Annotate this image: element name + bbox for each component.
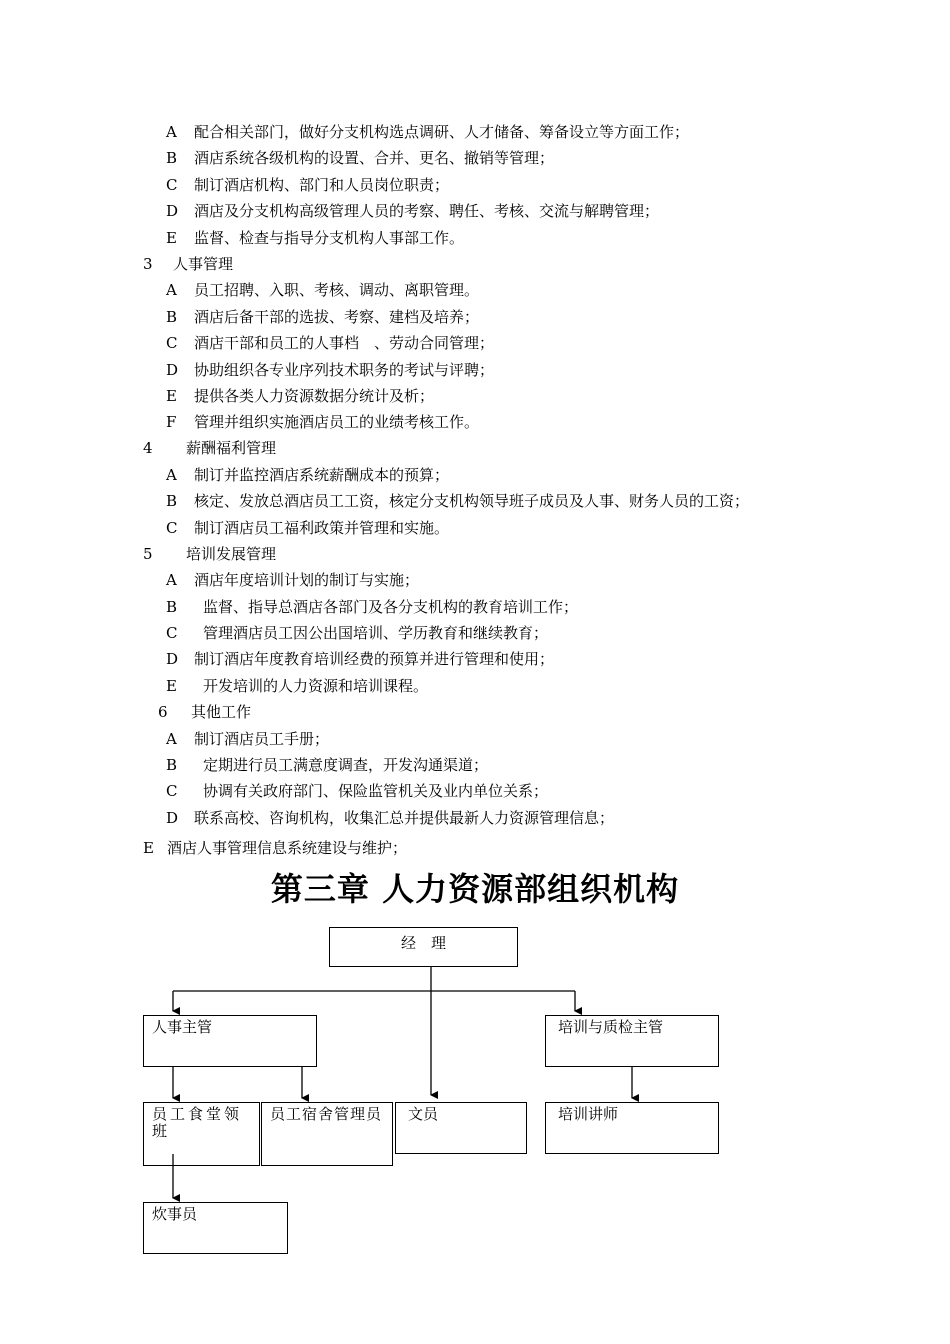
org-box-manager [329, 927, 518, 967]
list-line: B 监督、指导总酒店各部门及各分支机构的教育培训工作； [166, 598, 579, 616]
list-line: D 酒店及分支机构高级管理人员的考察、聘任、考核、交流与解聘管理； [166, 202, 660, 220]
org-box-label: 员工宿舍管理员 [270, 1105, 383, 1123]
list-line: E 监督、检查与指导分支机构人事部工作。 [166, 229, 465, 247]
org-box-label: 培训讲师 [558, 1105, 619, 1123]
list-line: A 制订酒店员工手册； [166, 730, 330, 748]
list-line: C 协调有关政府部门、保险监管机关及业内单位关系； [166, 782, 549, 800]
section-heading: 4 薪酬福利管理 [143, 439, 277, 457]
list-line: C 管理酒店员工因公出国培训、学历教育和继续教育； [166, 624, 549, 642]
org-box-training-supervisor [545, 1015, 719, 1067]
list-line: D 制订酒店年度教育培训经费的预算并进行管理和使用； [166, 650, 555, 668]
org-box-canteen-leader [143, 1102, 260, 1166]
list-line: C 制订酒店机构、部门和人员岗位职责； [166, 176, 450, 194]
list-line: B 定期进行员工满意度调查，开发沟通渠道； [166, 756, 489, 774]
org-box-dorm-admin [261, 1102, 393, 1166]
org-box-label: 炊事员 [152, 1205, 198, 1223]
list-line: A 员工招聘、入职、考核、调动、离职管理。 [166, 281, 480, 299]
section-heading: 3 人事管理 [143, 255, 234, 273]
list-line: E 酒店人事管理信息系统建设与维护； [143, 839, 408, 857]
org-box-label: 文员 [408, 1105, 439, 1123]
section-heading: 5 培训发展管理 [143, 545, 277, 563]
list-line: D 联系高校、咨询机构，收集汇总并提供最新人力资源管理信息； [166, 809, 615, 827]
list-line: C 酒店干部和员工的人事档 、劳动合同管理； [166, 334, 495, 352]
org-box-label: 培训与质检主管 [558, 1018, 664, 1036]
list-line: F 管理并组织实施酒店员工的业绩考核工作。 [166, 413, 480, 431]
org-box-clerk [395, 1102, 527, 1154]
chapter-title: 第三章 人力资源部组织机构 [270, 870, 680, 908]
list-line: A 酒店年度培训计划的制订与实施； [166, 571, 420, 589]
list-line: A 制订并监控酒店系统薪酬成本的预算； [166, 466, 450, 484]
list-line: E 提供各类人力资源数据分统计及析； [166, 387, 435, 405]
list-line: A 配合相关部门，做好分支机构选点调研、人才储备、筹备设立等方面工作； [166, 123, 690, 141]
section-heading: 6 其他工作 [158, 703, 252, 721]
org-box-label: 经 理 [400, 934, 446, 952]
list-line: D 协助组织各专业序列技术职务的考试与评聘； [166, 361, 495, 379]
list-line: C 制订酒店员工福利政策并管理和实施。 [166, 519, 450, 537]
list-line: B 酒店后备干部的选拔、考察、建档及培养； [166, 308, 480, 326]
org-box-label: 人事主管 [152, 1018, 213, 1036]
org-box-trainer [545, 1102, 719, 1154]
list-line: B 核定、发放总酒店员工工资，核定分支机构领导班子成员及人事、财务人员的工资； [166, 492, 750, 510]
org-box-hr-supervisor [143, 1015, 317, 1067]
org-box-label: 员工食堂领班 [152, 1105, 243, 1140]
org-box-cook [143, 1202, 288, 1254]
list-line: B 酒店系统各级机构的设置、合并、更名、撤销等管理； [166, 149, 555, 167]
list-line: E 开发培训的人力资源和培训课程。 [166, 677, 429, 695]
